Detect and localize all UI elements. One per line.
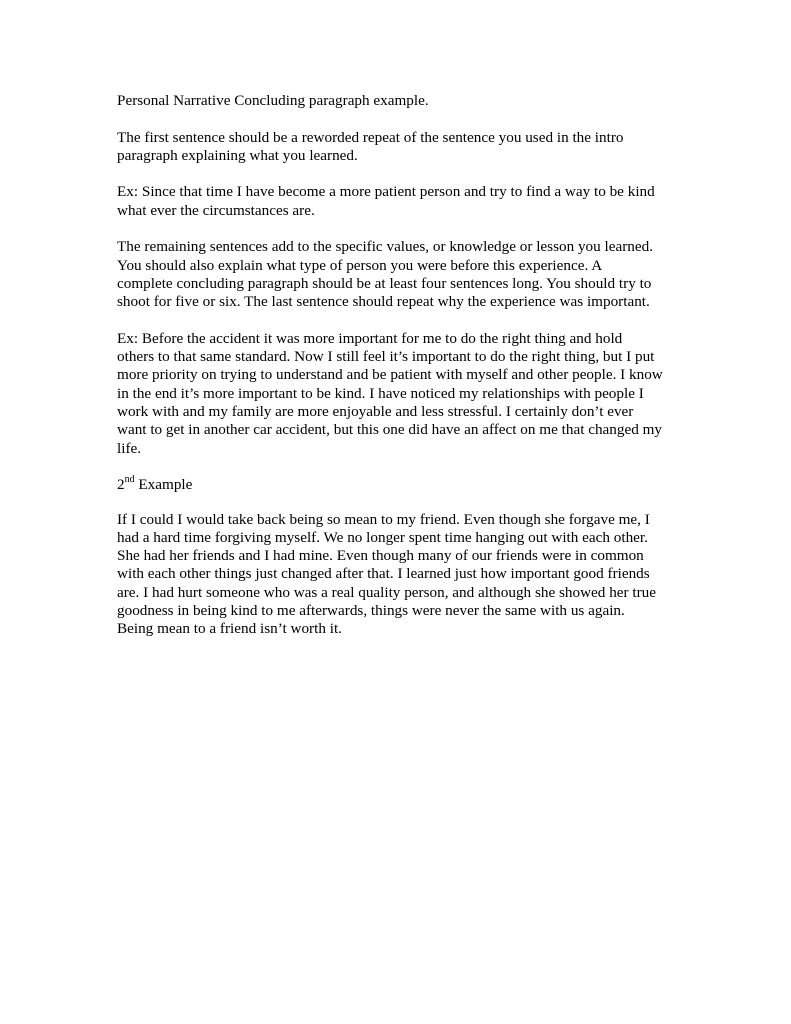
paragraph-second-example: If I could I would take back being so mean to my friend. Even though she forgave me, I had a hard time forgiving myself. We no longer spent time hanging out with each other. She had her friends and I had mine. Even though many of our friends were in common with each other things just changed after that. I learned just how important good friends are. I had hurt someone who was a real quality person, and although she showed her true goodness in being kind to me afterwards, things were never the same with us again. Being mean to a friend isn’t worth it. — [117, 510, 656, 638]
second-example-heading — [117, 476, 687, 494]
paragraph-remaining-sentences-guidance: The remaining sentences add to the specific values, or knowledge or lesson you learned. You should also explain what type of person you were before this experience. A complete concluding paragraph should be at least four sentences long. You should try to shoot for five or six. The last sentence should repeat why the experience was important. — [117, 238, 654, 311]
paragraph-first-sentence-guidance: The first sentence should be a reworded repeat of the sentence you used in the intro paragraph explaining what you learned. — [117, 128, 624, 164]
paragraph-example-1: Ex: Since that time I have become a more patient person and try to find a way to be kind what ever the circumstances are. — [117, 183, 655, 219]
second-example-number: 2 — [117, 476, 125, 494]
document-title: Personal Narrative Concluding paragraph example. — [117, 92, 429, 109]
document-body — [117, 92, 687, 657]
second-example-suffix: nd — [124, 474, 135, 486]
paragraph-example-2: Ex: Before the accident it was more important for me to do the right thing and hold others to that same standard. Now I still feel it’s important to do the right thing, but I put more priority on trying to understand and be patient with myself and other people. I know in the end it’s more important to be kind. I have noticed my relationships with people I work with and my family are more enjoyable and less stressful. I certainly don’t ever want to get in another car accident, but this one did have an affect on me that changed my life. — [117, 329, 663, 457]
second-example-label: Example — [134, 476, 193, 494]
